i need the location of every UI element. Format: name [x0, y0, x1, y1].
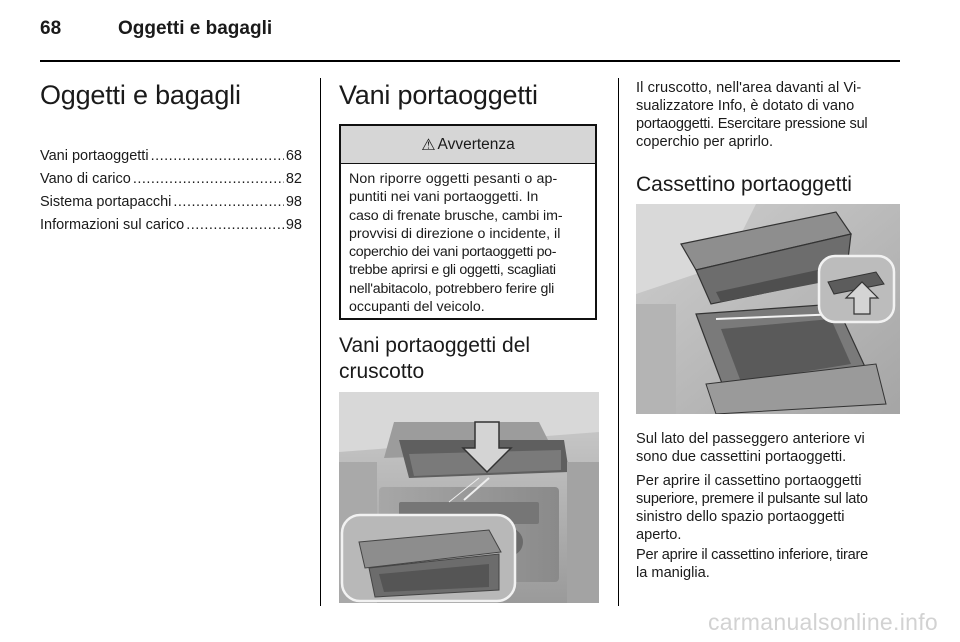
text-line: Il cruscotto, nell'area davanti al Vi- [636, 80, 862, 96]
toc-entry-title: Vano di carico [40, 171, 131, 187]
toc-entry-title: Vani portaoggetti [40, 148, 149, 164]
subsection-heading-line: cruscotto [339, 360, 425, 383]
text-line: Sul lato del passeggero anteriore vi [636, 431, 865, 447]
warning-line: caso di frenate brusche, cambi im- [349, 207, 563, 224]
subsection-heading [339, 333, 530, 385]
toc-leader [186, 217, 284, 233]
glovebox-illustration [636, 204, 900, 414]
toc-leader [151, 148, 284, 164]
toc-leader [133, 171, 284, 187]
toc-entry[interactable] [40, 148, 302, 171]
chapter-heading: Oggetti e bagagli [40, 80, 241, 110]
glovebox-paragraph-1 [636, 430, 865, 466]
running-header-title: Oggetti e bagagli [118, 18, 273, 39]
glovebox-heading: Cassettino portaoggetti [636, 173, 852, 196]
warning-box [339, 124, 597, 320]
text-line: la maniglia. [636, 565, 710, 581]
warning-line: occupanti del veicolo. [349, 299, 485, 316]
glovebox-paragraph-3 [636, 546, 868, 582]
warning-title: Avvertenza [437, 135, 515, 153]
section-heading: Vani portaoggetti [339, 80, 538, 110]
toc-entry-page: 68 [285, 148, 302, 164]
warning-triangle-icon: ⚠ [421, 136, 436, 154]
toc-entry[interactable] [40, 217, 302, 240]
text-line: coperchio per aprirlo. [636, 134, 774, 150]
dashboard-storage-illustration [339, 392, 599, 603]
warning-line: trebbe aprirsi e gli oggetti, scagliati [349, 262, 556, 279]
warning-line: Non riporre oggetti pesanti o ap- [349, 171, 558, 187]
text-line: sono due cassettini portaoggetti. [636, 449, 847, 465]
text-line: aperto. [636, 527, 682, 543]
toc-entry-page: 82 [285, 171, 302, 187]
column-divider-2 [618, 78, 619, 606]
text-line: superiore, premere il pulsante sul lato [636, 491, 868, 507]
warning-line: coperchio dei vani portaoggetti po- [349, 244, 557, 261]
text-line: portaoggetti. Esercitare pressione sul [636, 116, 868, 132]
text-line: sinistro dello spazio portaoggetti [636, 509, 845, 525]
warning-header [341, 126, 595, 164]
header-rule [40, 60, 900, 62]
toc-entry-page: 98 [285, 217, 302, 233]
subsection-heading-line: Vani portaoggetti del [339, 334, 531, 357]
text-line: Per aprire il cassettino inferiore, tirare [636, 547, 869, 563]
toc-entry[interactable] [40, 194, 302, 217]
warning-line: puntiti nei vani portaoggetti. In [349, 189, 539, 206]
toc-leader [173, 194, 283, 210]
warning-line: nell'abitacolo, potrebbero ferire gli [349, 280, 555, 297]
warning-text [341, 164, 595, 316]
watermark: carmanualsonline.info [707, 609, 938, 635]
toc-entry-page: 98 [285, 194, 302, 210]
text-line: sualizzatore Info, è dotato di vano [636, 98, 855, 114]
page-number: 68 [40, 18, 62, 39]
toc-entry[interactable] [40, 171, 302, 194]
intro-paragraph [636, 79, 867, 151]
toc-entry-title: Sistema portapacchi [40, 194, 172, 210]
text-line: Per aprire il cassettino portaoggetti [636, 473, 862, 489]
column-divider-1 [320, 78, 321, 606]
warning-line: provvisi di direzione o incidente, il [349, 225, 561, 242]
glovebox-paragraph-2 [636, 472, 868, 544]
toc-entry-title: Informazioni sul carico [40, 217, 185, 233]
table-of-contents [40, 148, 302, 240]
